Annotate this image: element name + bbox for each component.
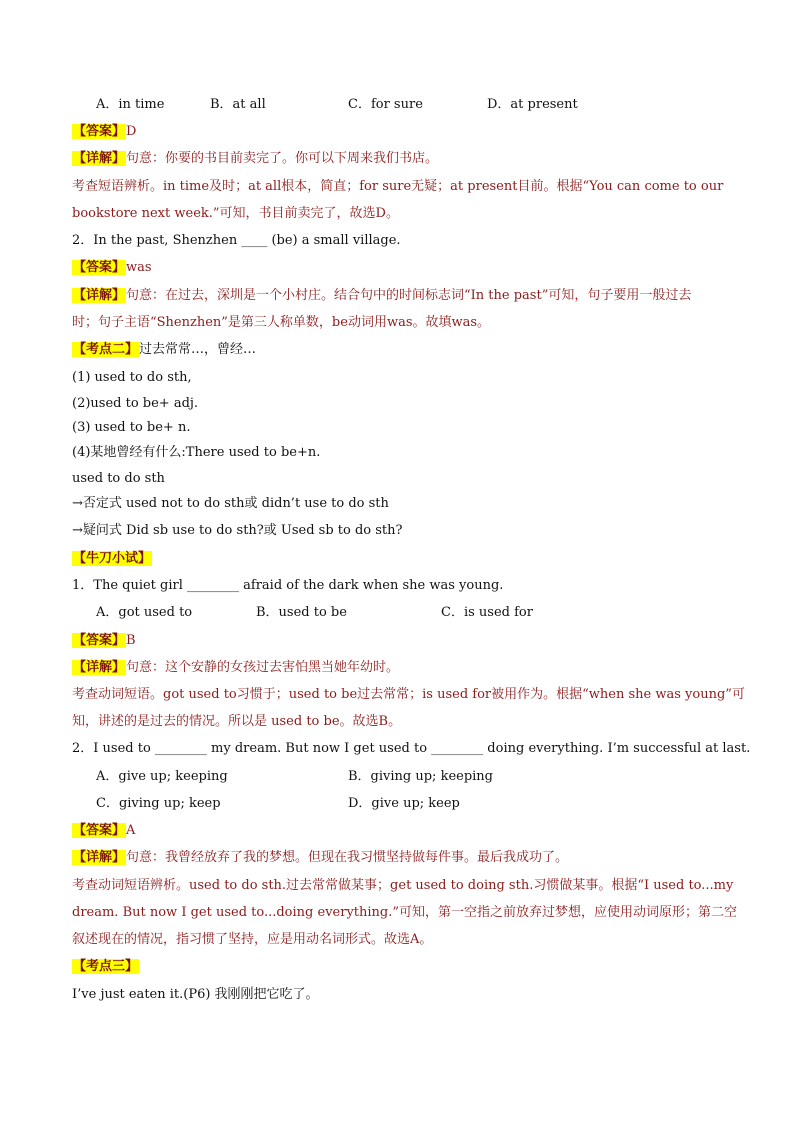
- explain-tag: 【详解】: [73, 660, 126, 675]
- point-item: (3) used to be+ n.: [72, 420, 191, 435]
- option-b: B．giving up; keeping: [348, 769, 494, 784]
- point3-heading: [72, 958, 724, 976]
- answer-value: B: [126, 633, 136, 648]
- question-text: 2．In the past, Shenzhen ____ (be) a small village.: [72, 233, 401, 248]
- explain-line: [72, 849, 724, 867]
- point-tag: 【考点三】: [73, 959, 139, 974]
- point-item: (2)used to be+ adj.: [72, 396, 199, 411]
- answer-value: A: [126, 823, 136, 838]
- answer-value: D: [126, 124, 137, 139]
- analysis-line: bookstore next week.”可知，书目前卖完了，故选D。: [72, 206, 399, 221]
- explain-line: [72, 659, 724, 677]
- explain-text: 句意：在过去，深圳是一个小村庄。结合句中的时间标志词“In the past”可知，句子要用一般过去: [126, 288, 692, 303]
- option-d: D．at present: [487, 97, 578, 112]
- option-d: D．give up; keep: [348, 796, 460, 811]
- analysis-line: 考查动词短语。got used to习惯于；used to be过去常常；is used for被用作为。根据“when she was young”可: [72, 687, 745, 702]
- answer-value: was: [126, 260, 152, 275]
- question-text: 2．I used to ________ my dream. But now I get used to ________ doing everything. I’m successful at last.: [72, 741, 751, 756]
- answer-line: [72, 632, 724, 650]
- point2-heading: [72, 341, 724, 359]
- explain-tag: 【详解】: [73, 151, 126, 166]
- option-b: B．used to be: [256, 605, 347, 620]
- explain-tag: 【详解】: [73, 288, 126, 303]
- practice-heading: [72, 550, 724, 568]
- point-item: →疑问式 Did sb use to do sth?或 Used sb to do sth?: [72, 523, 403, 538]
- option-c: C．for sure: [348, 97, 423, 112]
- point-tag: 【考点二】: [73, 342, 139, 357]
- answer-line: [72, 259, 724, 277]
- option-b: B．at all: [210, 97, 266, 112]
- point-item: →否定式 used not to do sth或 didn’t use to do sth: [72, 496, 389, 511]
- option-c: C．giving up; keep: [96, 796, 221, 811]
- question-text: 1．The quiet girl ________ afraid of the dark when she was young.: [72, 578, 504, 593]
- analysis-line: dream. But now I get used to...doing everything.”可知，第一空指之前放弃过梦想，应使用动词原形；第二空: [72, 905, 738, 920]
- point-item: used to do sth: [72, 471, 165, 486]
- answer-tag: 【答案】: [73, 124, 126, 139]
- explain-text: 句意：这个安静的女孩过去害怕黑当她年幼时。: [126, 660, 400, 675]
- point-title: 过去常常…，曾经…: [139, 342, 257, 357]
- point-item: (1) used to do sth,: [72, 370, 192, 385]
- analysis-line: 叙述现在的情况，指习惯了坚持，应是用动名词形式。故选A。: [72, 932, 433, 947]
- example-sentence: I’ve just eaten it.(P6) 我刚刚把它吃了。: [72, 987, 319, 1002]
- explain-text: 时；句子主语“Shenzhen”是第三人称单数，be动词用was。故填was。: [72, 315, 491, 330]
- practice-tag: 【牛刀小试】: [73, 551, 152, 566]
- option-a: A．give up; keeping: [96, 769, 228, 784]
- option-c: C．is used for: [441, 605, 533, 620]
- option-a: A．got used to: [96, 605, 193, 620]
- answer-tag: 【答案】: [73, 260, 126, 275]
- analysis-line: 知，讲述的是过去的情况。所以是 used to be。故选B。: [72, 714, 402, 729]
- explain-text: 句意：我曾经放弃了我的梦想。但现在我习惯坚持做每件事。最后我成功了。: [126, 850, 569, 865]
- explain-tag: 【详解】: [73, 850, 126, 865]
- explain-text: 句意：你要的书目前卖完了。你可以下周来我们书店。: [126, 151, 439, 166]
- answer-tag: 【答案】: [73, 633, 126, 648]
- point-item: (4)某地曾经有什么:There used to be+n.: [72, 445, 321, 460]
- explain-line: [72, 150, 724, 168]
- analysis-line: 考查短语辨析。in time及时；at all根本，简直；for sure无疑；at present目前。根据“You can come to our: [72, 179, 724, 194]
- explain-line: [72, 287, 724, 305]
- answer-line: [72, 822, 724, 840]
- analysis-line: 考查动词短语辨析。used to do sth.过去常常做某事；get used to doing sth.习惯做某事。根据“I used to...my: [72, 878, 734, 893]
- option-a: A．in time: [96, 97, 165, 112]
- answer-tag: 【答案】: [73, 823, 126, 838]
- answer-line: [72, 123, 724, 141]
